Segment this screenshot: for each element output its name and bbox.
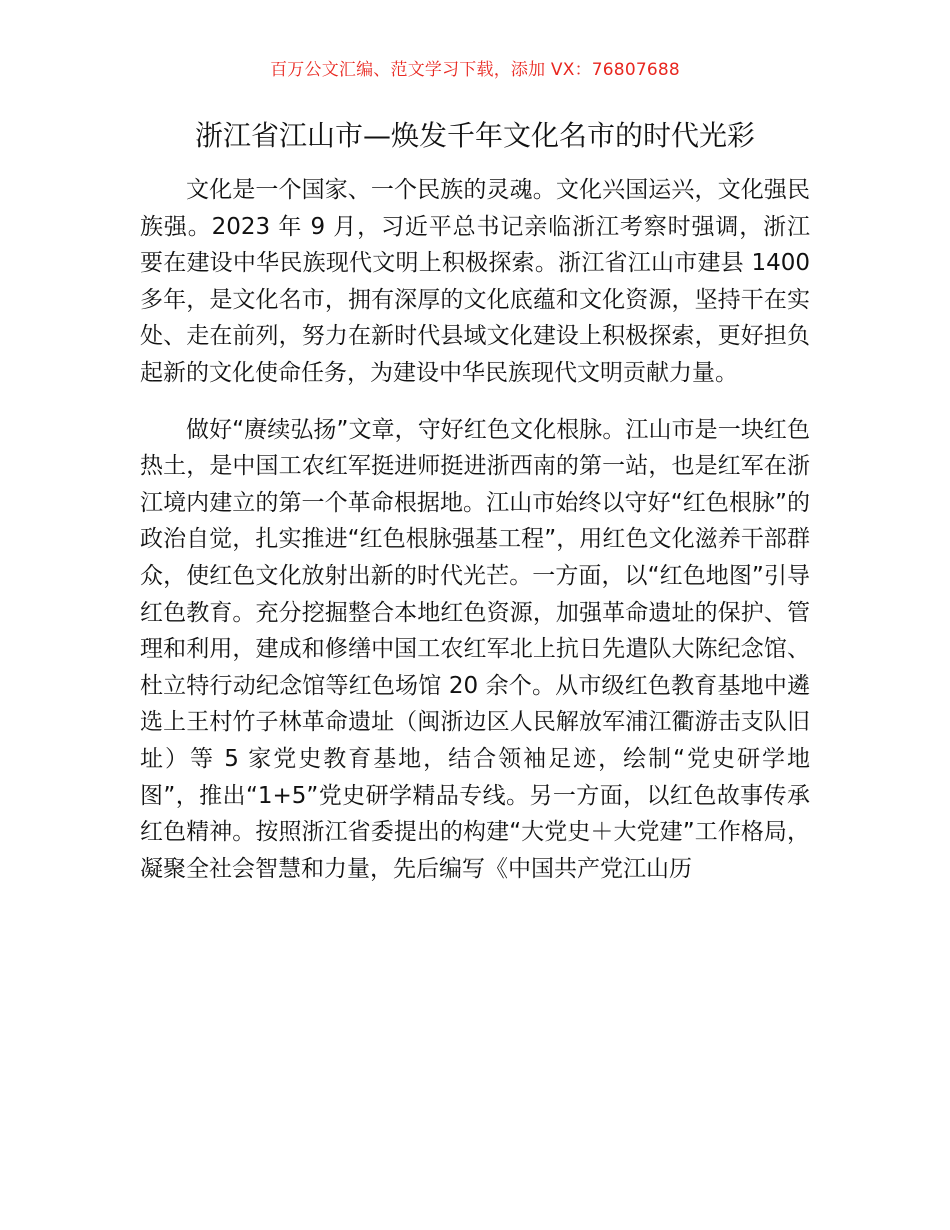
document-title: 浙江省江山市—焕发千年文化名市的时代光彩	[194, 119, 755, 152]
paragraph-intro: 文化是一个国家、一个民族的灵魂。文化兴国运兴，文化强民族强。2023 年 9 月，习近平总书记亲临浙江考察时强调，浙江要在建设中华民族现代文明上积极探索。浙江省江山市建县 1400 多年，是文化名市，拥有深厚的文化底蕴和文化资源，坚持干在实处、走在前列，努力在新时代县域文化建设上积极探索，更好担负起新的文化使命任务，为建设中华民族现代文明贡献力量。	[140, 177, 810, 386]
document-body	[140, 172, 810, 887]
paragraph-red-culture: 做好“赓续弘扬”文章，守好红色文化根脉。江山市是一块红色热土，是中国工农红军挺进师挺进浙西南的第一站，也是红军在浙江境内建立的第一个革命根据地。江山市始终以守好“红色根脉”的政治自觉，扎实推进“红色根脉强基工程”，用红色文化滋养干部群众，使红色文化放射出新的时代光芒。一方面，以“红色地图”引导红色教育。充分挖掘整合本地红色资源，加强革命遗址的保护、管理和利用，建成和修缮中国工农红军北上抗日先遣队大陈纪念馆、杜立特行动纪念馆等红色场馆 20 余个。从市级红色教育基地中遴选上王村竹子林革命遗址（闽浙边区人民解放军浦江衢游击支队旧址）等 5 家党史教育基地，结合领袖足迹，绘制“党史研学地图”，推出“1+5”党史研学精品专线。另一方面，以红色故事传承红色精神。按照浙江省委提出的构建“大党史＋大党建”工作格局，凝聚全社会智慧和力量，先后编写《中国共产党江山历	[140, 416, 810, 882]
watermark-banner: 百万公文汇编、范文学习下载，添加 VX：76807688	[270, 60, 680, 80]
